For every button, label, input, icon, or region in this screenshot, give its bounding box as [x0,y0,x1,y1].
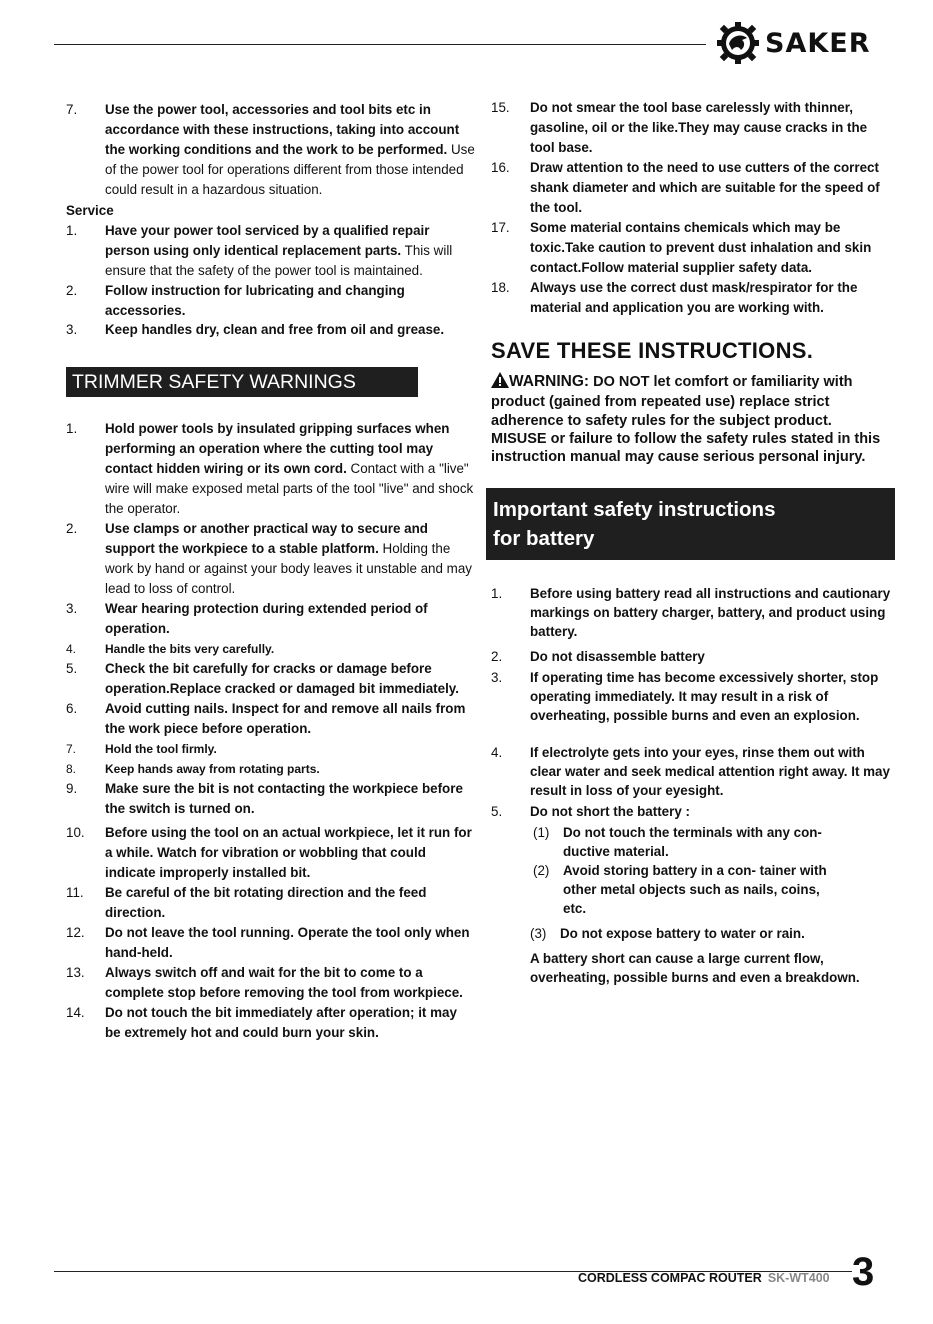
list-item: 3. If operating time has become excessively shorter, stop operating immediately. It may result in a risk of overheating, possible burns and even an explosion. [491,670,879,724]
gear-eagle-icon [715,20,761,66]
list-item: 12. Do not leave the tool running. Operate the tool only when hand-held. [66,925,470,960]
section-heading-service: Service [66,203,114,218]
list-item: 14. Do not touch the bit immediately after operation; it may be extremely hot and could burn your skin. [66,1005,457,1040]
page-number: 3 [852,1250,875,1294]
list-item: 6. Avoid cutting nails. Inspect for and remove all nails from the work piece before operation. [66,701,466,736]
warning-label: WARNING: [509,373,590,390]
section-banner-trimmer: TRIMMER SAFETY WARNINGS [66,367,418,397]
list-item: 13. Always switch off and wait for the bit to come to a complete stop before removing the tool from workpiece. [66,965,463,1000]
warning-triangle-icon [491,372,509,393]
section-banner-battery: Important safety instructions for battery [486,488,895,560]
battery-closing-note: A battery short can cause a large current flow, overheating, possible burns and even a breakdown. [530,951,860,986]
list-item: 1. Hold power tools by insulated gripping surfaces when performing an operation where the cutting tool may contact hidden wiring or its own cord. Contact with a "live" wire will make exposed metal parts of the tool "live" and shock the operator. [66,421,474,516]
brand-logo [715,20,871,66]
list-item: 2. Do not disassemble battery [491,649,705,665]
list-item: 5. Check the bit carefully for cracks or damage before operation.Replace cracked or damaged bit immediately. [66,661,459,696]
list-item: 4. If electrolyte gets into your eyes, rinse them out with clear water and seek medical attention right away. It may result in loss of your eyesight. [491,745,890,799]
right-column [491,98,891,987]
list-item: 16. Draw attention to the need to use cutters of the correct shank diameter and which are suitable for the speed of the tool. [491,160,880,215]
list-item: 2. Use clamps or another practical way to secure and support the workpiece to a stable platform. Holding the work by hand or against your body leaves it unstable and may lead to loss of control. [66,521,472,596]
list-item: 2. Follow instruction for lubricating and changing accessories. [66,283,405,318]
list-item: 4. Handle the bits very carefully. [66,642,275,656]
list-item: 9. Make sure the bit is not contacting the workpiece before the switch is turned on. [66,781,463,816]
footer-title [578,1271,830,1285]
list-item: 1. Have your power tool serviced by a qualified repair person using only identical replacement parts. This will ensure that the safety of the power tool is maintained. [66,223,453,278]
list-item: 1. Before using battery read all instructions and cautionary markings on battery charger, battery, and product using battery. [491,586,891,640]
left-column [66,100,476,1043]
save-instructions-title: SAVE THESE INSTRUCTIONS. [491,338,814,363]
list-item: 7. Use the power tool, accessories and tool bits etc in accordance with these instructions, taking into account the working conditions and the work to be performed. Use of the power tool for operations different from those intended could result in a hazardous situation. [66,102,475,197]
list-item: 5. Do not short the battery : [491,804,690,820]
list-item: 18. Always use the correct dust mask/respirator for the material and application you are working with. [491,280,858,315]
list-item: 8. Keep hands away from rotating parts. [66,762,320,776]
header-rule [54,44,706,45]
brand-name: SAKER [765,27,871,59]
list-item: 17. Some material contains chemicals which may be toxic.Take caution to prevent dust inhalation and skin contact.Follow material supplier safety data. [491,220,872,275]
sub-list-item: (3) Do not expose battery to water or rain. [530,926,805,942]
sub-list-item: (1) Do not touch the terminals with any con- ductive material. [533,825,822,860]
list-item: 10. Before using the tool on an actual workpiece, let it run for a while. Watch for vibration or wobbling that could indicate improperly installed bit. [66,825,472,880]
list-item: 11. Be careful of the bit rotating direction and the feed direction. [66,885,427,920]
list-item: 3. Keep handles dry, clean and free from oil and grease. [66,322,445,337]
list-item: 3. Wear hearing protection during extended period of operation. [66,601,428,636]
footer-product-name: CORDLESS COMPAC ROUTER [578,1271,762,1285]
battery-list [491,584,891,987]
list-item: 15. Do not smear the tool base carelessly with thinner, gasoline, oil or the like.They may cause cracks in the tool base. [491,100,868,155]
sub-list-item: (2) Avoid storing battery in a con- tainer with other metal objects such as nails, coins, etc. [533,863,827,917]
list-item: 7. Hold the tool firmly. [66,742,217,756]
warning-paragraph: WARNING: DO NOT let comfort or familiarity with product (gained from repeated use) replace strict adherence to safety rules for the subject product. MISUSE or failure to follow the safety rules stated in this instruction manual may cause serious personal injury. [491,373,881,466]
footer-model: SK-WT400 [767,1271,830,1285]
